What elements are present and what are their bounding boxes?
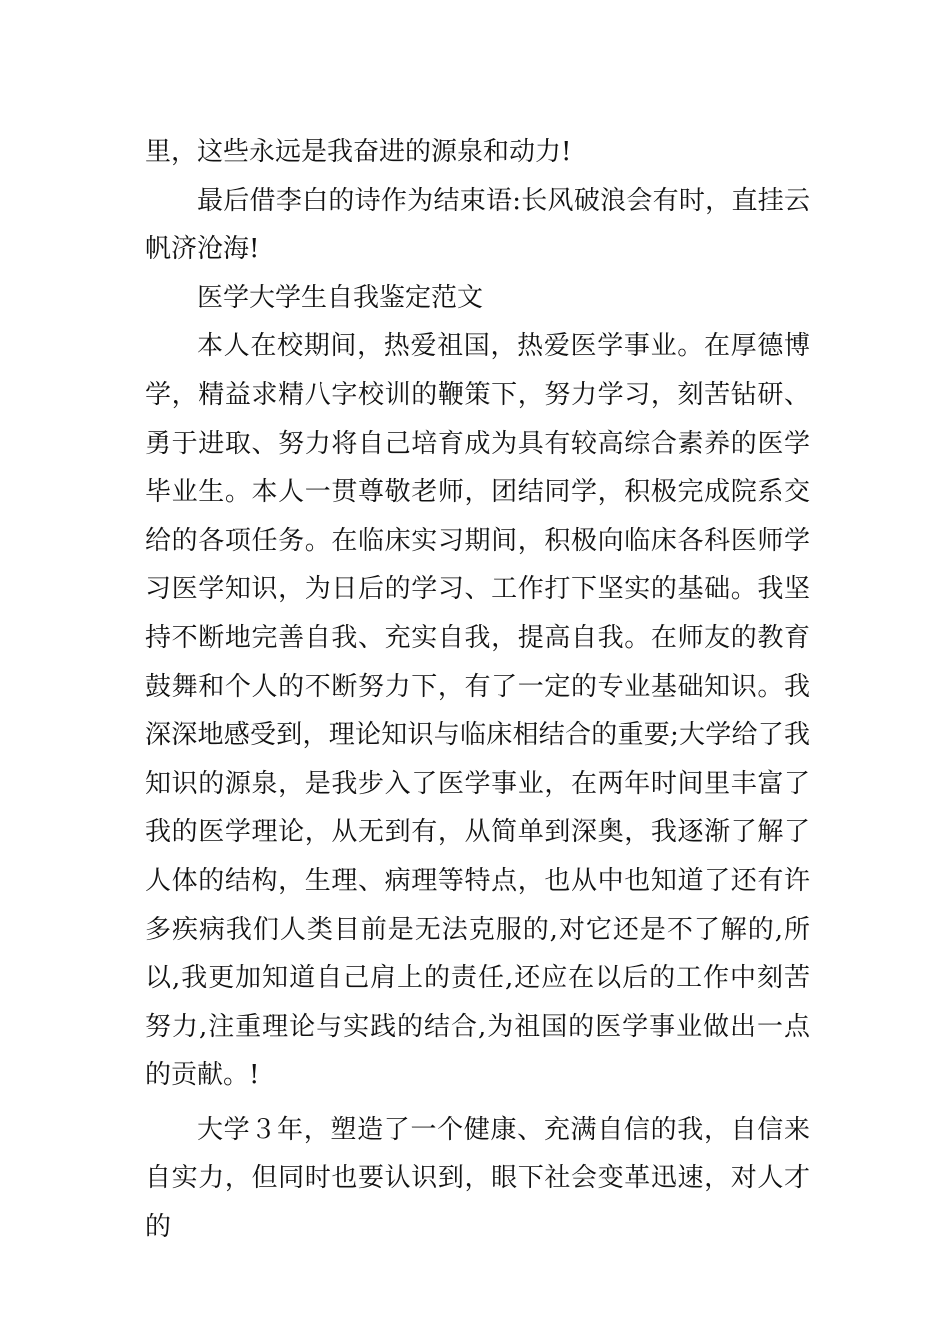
paragraph-continuation: 里，这些永远是我奋进的源泉和动力!	[145, 137, 572, 167]
document-body	[145, 128, 810, 1252]
section-heading: 医学大学生自我鉴定范文	[197, 282, 484, 313]
paragraph-self-assessment: 本人在校期间，热爱祖国，热爱医学事业。在厚德博学，精益求精八字校训的鞭策下，努力学习，刻苦钻研、勇于进取、努力将自己培育成为具有较高综合素养的医学毕业生。本人一贯尊敬老师，团结同学，积极完成院系交给的各项任务。在临床实习期间，积极向临床各科医师学习医学知识，为日后的学习、工作打下坚实的基础。我坚持不断地完善自我、充实自我，提高自我。在师友的教育鼓舞和个人的不断努力下，有了一定的专业基础知识。我深深地感受到，理论知识与临床相结合的重要;大学给了我知识的源泉，是我步入了医学事业，在两年时间里丰富了我的医学理论，从无到有，从简单到深奥，我逐渐了解了人体的结构，生理、病理等特点，也从中也知道了还有许多疾病我们人类目前是无法克服的,对它还是不了解的,所以,我更加知道自己肩上的责任,还应在以后的工作中刻苦努力,注重理论与实践的结合,为祖国的医学事业做出一点的贡献。!	[145, 331, 810, 1091]
paragraph-closing-quote: 最后借李白的诗作为结束语:长风破浪会有时，直挂云帆济沧海!	[145, 185, 810, 265]
paragraph-three-years: 大学３年，塑造了一个健康、充满自信的我，自信来自实力，但同时也要认识到，眼下社会变革迅速，对人才的	[145, 1114, 810, 1243]
